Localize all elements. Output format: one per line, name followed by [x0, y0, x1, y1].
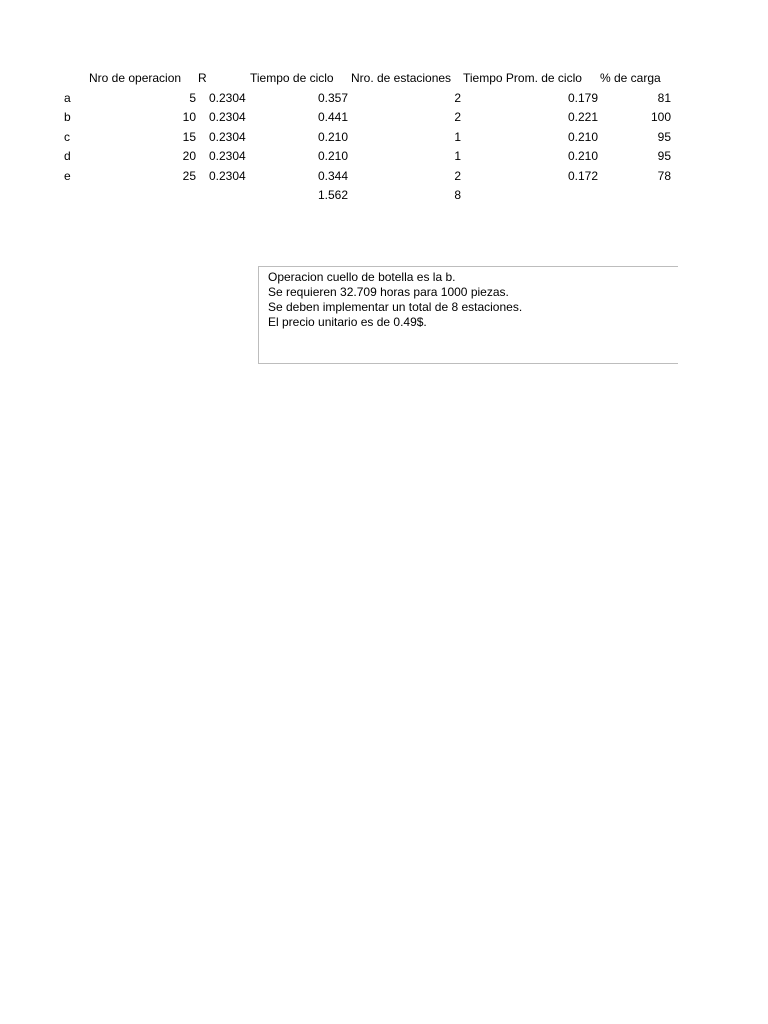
tiempo-ciclo-cell[interactable]: 0.441	[317, 110, 348, 124]
tiempo-prom-ciclo-cell[interactable]: 0.179	[567, 91, 598, 105]
porcentaje-carga-cell[interactable]: 78	[657, 169, 671, 183]
porcentaje-carga-cell[interactable]: 95	[657, 149, 671, 163]
porcentaje-carga-cell[interactable]: 100	[650, 110, 671, 124]
r-cell[interactable]: 0.2304	[209, 110, 246, 124]
note-line: Se deben implementar un total de 8 estaciones.	[268, 300, 523, 314]
note-line: Se requieren 32.709 horas para 1000 piezas.	[268, 285, 509, 299]
nro-operacion-cell[interactable]: 15	[182, 130, 196, 144]
tiempo-prom-ciclo-cell[interactable]: 0.210	[567, 130, 598, 144]
total-nro-estaciones-cell[interactable]: 8	[454, 188, 461, 202]
nro-operacion-cell[interactable]: 20	[182, 149, 196, 163]
r-cell[interactable]: 0.2304	[209, 169, 246, 183]
tiempo-prom-ciclo-cell[interactable]: 0.172	[567, 169, 598, 183]
header-nro-operacion[interactable]: Nro de operacion	[89, 71, 182, 85]
porcentaje-carga-cell[interactable]: 95	[657, 130, 671, 144]
header-r[interactable]: R	[198, 71, 207, 85]
header-tiempo-ciclo[interactable]: Tiempo de ciclo	[250, 71, 334, 85]
row-label-cell[interactable]: b	[64, 110, 71, 124]
nro-estaciones-cell[interactable]: 2	[454, 91, 461, 105]
tiempo-ciclo-cell[interactable]: 0.344	[317, 169, 348, 183]
porcentaje-carga-cell[interactable]: 81	[657, 91, 671, 105]
tiempo-ciclo-cell[interactable]: 0.357	[317, 91, 348, 105]
row-label-cell[interactable]: e	[64, 169, 71, 183]
row-label-cell[interactable]: d	[64, 149, 71, 163]
tiempo-prom-ciclo-cell[interactable]: 0.210	[567, 149, 598, 163]
nro-estaciones-cell[interactable]: 1	[454, 149, 461, 163]
r-cell[interactable]: 0.2304	[209, 130, 246, 144]
r-cell[interactable]: 0.2304	[209, 149, 246, 163]
nro-estaciones-cell[interactable]: 2	[454, 169, 461, 183]
note-line: Operacion cuello de botella es la b.	[268, 270, 456, 284]
nro-operacion-cell[interactable]: 10	[182, 110, 196, 124]
conclusion-text-box[interactable]	[258, 266, 678, 364]
nro-estaciones-cell[interactable]: 2	[454, 110, 461, 124]
tiempo-ciclo-cell[interactable]: 0.210	[317, 149, 348, 163]
row-label-cell[interactable]: a	[64, 91, 71, 105]
nro-operacion-cell[interactable]: 25	[182, 169, 196, 183]
tiempo-prom-ciclo-cell[interactable]: 0.221	[567, 110, 598, 124]
total-tiempo-ciclo-cell[interactable]: 1.562	[317, 188, 348, 202]
r-cell[interactable]: 0.2304	[209, 91, 246, 105]
header-porcentaje-carga[interactable]: % de carga	[600, 71, 661, 85]
header-nro-estaciones[interactable]: Nro. de estaciones	[351, 71, 452, 85]
header-tiempo-prom-ciclo[interactable]: Tiempo Prom. de ciclo	[463, 71, 582, 85]
tiempo-ciclo-cell[interactable]: 0.210	[317, 130, 348, 144]
note-line: El precio unitario es de 0.49$.	[268, 315, 427, 329]
row-label-cell[interactable]: c	[64, 130, 70, 144]
nro-operacion-cell[interactable]: 5	[189, 91, 196, 105]
nro-estaciones-cell[interactable]: 1	[454, 130, 461, 144]
